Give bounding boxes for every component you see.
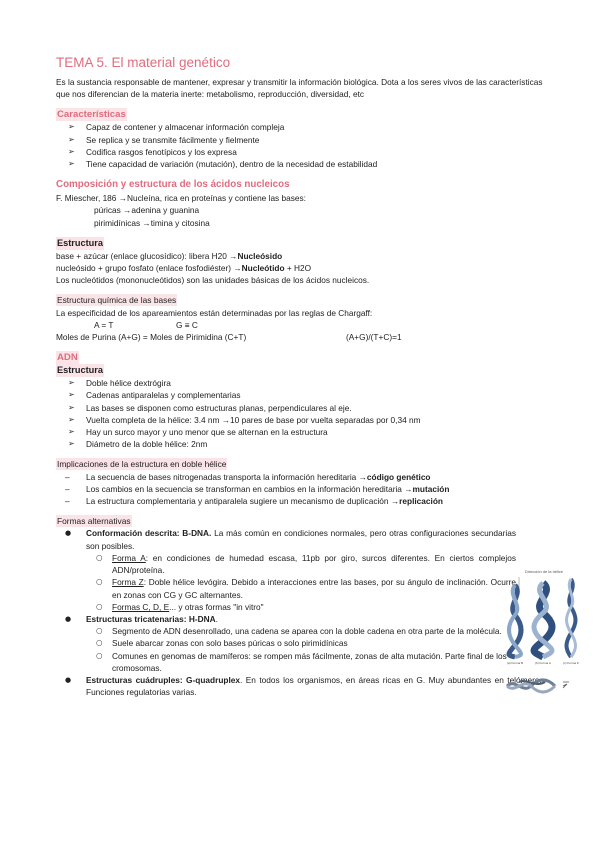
item-text: La más común en condiciones normales, pero otras configuraciones secundarias son posibles. bbox=[86, 528, 516, 551]
item-term: Estructuras tricatenarias: H-DNA bbox=[86, 613, 216, 624]
item-text: Los cambios en la secuencia se transforman en cambios en la información hereditaria → bbox=[86, 483, 413, 494]
sub-term: Formas C, D, E bbox=[112, 601, 170, 612]
adn-subheading: Estructura bbox=[57, 365, 103, 376]
list-item bbox=[56, 483, 546, 495]
formas-list bbox=[56, 527, 546, 698]
document-page bbox=[56, 54, 546, 698]
composicion-line: púricas →adenina y guanina bbox=[94, 205, 200, 216]
formas-heading: Formas alternativas bbox=[57, 516, 131, 527]
sub-list bbox=[86, 552, 516, 613]
list-item: ➢ Codifica rasgos fenotípicos y los expresa bbox=[56, 146, 546, 158]
item-term: replicación bbox=[399, 496, 443, 507]
sub-list bbox=[86, 625, 516, 674]
list-item bbox=[56, 527, 516, 612]
quimica-heading: Estructura química de las bases bbox=[57, 295, 177, 306]
figure-label: (b) Forma A bbox=[535, 661, 551, 665]
sub-text: : en condiciones de humedad escasa, 11pb por giro, surcos diferentes. En ciertos complejos ADN/proteína. bbox=[112, 552, 517, 576]
quimica-line: La especificidad de los apareamientos están determinadas por las reglas de Chargaff: bbox=[56, 307, 373, 318]
sub-text: ... y otras formas "in vitro" bbox=[169, 601, 264, 612]
pair-at: A = T bbox=[94, 319, 114, 330]
sub-item bbox=[86, 576, 516, 600]
estructura-line bbox=[56, 250, 546, 262]
list-item: ➢ Cadenas antiparalelas y complementarias bbox=[56, 389, 546, 401]
estructura-term: Nucleósido bbox=[237, 250, 283, 261]
estructura-text: + H2O bbox=[284, 263, 312, 274]
caracteristicas-heading: Características bbox=[57, 109, 126, 121]
estructura-line: Los nucleótidos (mononucleótidos) son las unidades básicas de los ácidos nucleicos. bbox=[56, 275, 370, 286]
sub-item bbox=[86, 552, 516, 576]
caracteristicas-section bbox=[56, 108, 546, 170]
composicion-line: F. Miescher, 186 →Nucleína, rica en proteínas y contiene las bases: bbox=[56, 193, 306, 204]
item-text: . bbox=[215, 613, 218, 624]
dna-forms-figure bbox=[505, 565, 587, 665]
item-term: código genético bbox=[366, 471, 431, 482]
list-item: ➢ Hay un surco mayor y uno menor que se alternan en la estructura bbox=[56, 426, 546, 438]
ratio-equation: (A+G)/(T+C)=1 bbox=[346, 332, 402, 343]
list-item bbox=[56, 495, 546, 507]
sub-text: : Doble hélice levógira. Debido a interacciones entre las bases, por su ángulo de inclinación. Ocurre en zonas con CG y GC alternantes. bbox=[112, 577, 516, 600]
figure-caption: Dirección de la hélice bbox=[525, 569, 564, 574]
chargaff-moles bbox=[56, 331, 546, 343]
composicion-section bbox=[56, 178, 546, 229]
adn-section bbox=[56, 351, 546, 450]
estructura-section bbox=[56, 237, 546, 287]
caracteristicas-list bbox=[56, 121, 546, 170]
list-item bbox=[56, 674, 546, 698]
intro-text: Es la sustancia responsable de mantener, expresar y transmitir la información biológica. Dota a los seres vivos de las características que nos diferencian de la materia inerte: metabolismo, reproducción, diversidad, etc bbox=[56, 77, 543, 100]
quimica-section bbox=[56, 294, 546, 343]
sub-item: ○ Segmento de ADN desenrollado, una cadena se aparea con la doble cadena en otra parte de la molécula. bbox=[86, 625, 516, 637]
list-item: ➢ Capaz de contener y almacenar información compleja bbox=[56, 121, 546, 133]
helix-b bbox=[509, 585, 521, 657]
list-item: ➢ Las bases se disponen como estructuras planas, perpendiculares al eje. bbox=[56, 402, 546, 414]
composicion-line: pirimidínicas →timina y citosina bbox=[94, 217, 210, 228]
adn-heading: ADN bbox=[57, 352, 78, 364]
page-title: TEMA 5. El material genético bbox=[56, 55, 231, 70]
sub-term: Forma Z bbox=[112, 577, 144, 588]
helix-a bbox=[534, 583, 552, 657]
pair-gc: G ≡ C bbox=[176, 319, 198, 330]
sub-item: ○ Comunes en genomas de mamíferos: se rompen más fácilmente, zonas de alta mutación. Parte final de los cromosomas. bbox=[86, 650, 516, 674]
chargaff-pairs bbox=[56, 319, 546, 331]
item-term: Conformación descrita: B-DNA. bbox=[86, 528, 212, 539]
figure-label: (c) Forma Z bbox=[563, 661, 579, 665]
sub-term: Forma A bbox=[112, 552, 146, 563]
formas-section bbox=[56, 515, 546, 698]
item-text: . En todos los organismos, en áreas ricas en G. Muy abundantes en telómeros. Funciones regulatorias varias. bbox=[86, 674, 546, 698]
adn-list bbox=[56, 377, 546, 450]
estructura-text: base + azúcar (enlace glucosídico): libera H20 → bbox=[56, 250, 238, 261]
list-item: ➢ Doble hélice dextrógira bbox=[56, 377, 546, 389]
list-item: ➢ Vuelta completa de la hélice: 3.4 nm →10 pares de base por vuelta separadas por 0,34 nm bbox=[56, 414, 546, 426]
implicaciones-section bbox=[56, 458, 546, 507]
list-item bbox=[56, 613, 516, 674]
sub-item: ○ Suele abarcar zonas con solo bases púricas o solo pirimidínicas bbox=[86, 637, 516, 649]
composicion-heading: Composición y estructura de los ácidos nucleicos bbox=[56, 179, 290, 191]
item-term: Estructuras cuádruples: G-quadruplex bbox=[86, 674, 240, 685]
figure-label: (a) Forma B bbox=[507, 661, 524, 665]
estructura-line bbox=[56, 262, 546, 274]
estructura-term: Nucleótido bbox=[241, 263, 285, 274]
estructura-text: nucleósido + grupo fosfato (enlace fosfodiéster) → bbox=[56, 263, 242, 274]
estructura-heading: Estructura bbox=[57, 237, 103, 248]
item-text: La estructura complementaria y antiparalela sugiere un mecanismo de duplicación → bbox=[86, 496, 400, 507]
sub-item bbox=[86, 601, 516, 613]
implicaciones-heading: Implicaciones de la estructura en doble hélice bbox=[57, 459, 227, 470]
list-item bbox=[56, 471, 546, 483]
list-item: ➢ Tiene capacidad de variación (mutación), dentro de la necesidad de estabilidad bbox=[56, 158, 546, 170]
item-text: La secuencia de bases nitrogenadas transporta la información hereditaria → bbox=[86, 471, 367, 482]
helix-z bbox=[567, 579, 576, 657]
item-term: mutación bbox=[412, 483, 450, 494]
triple-helix-figure bbox=[505, 674, 587, 698]
list-item: ➢ Diámetro de la doble hélice: 2nm bbox=[56, 438, 546, 450]
list-item: ➢ Se replica y se transmite fácilmente y fielmente bbox=[56, 134, 546, 146]
moles-equation: Moles de Purina (A+G) = Moles de Pirimidina (C+T) bbox=[56, 332, 247, 343]
implicaciones-list bbox=[56, 471, 546, 508]
